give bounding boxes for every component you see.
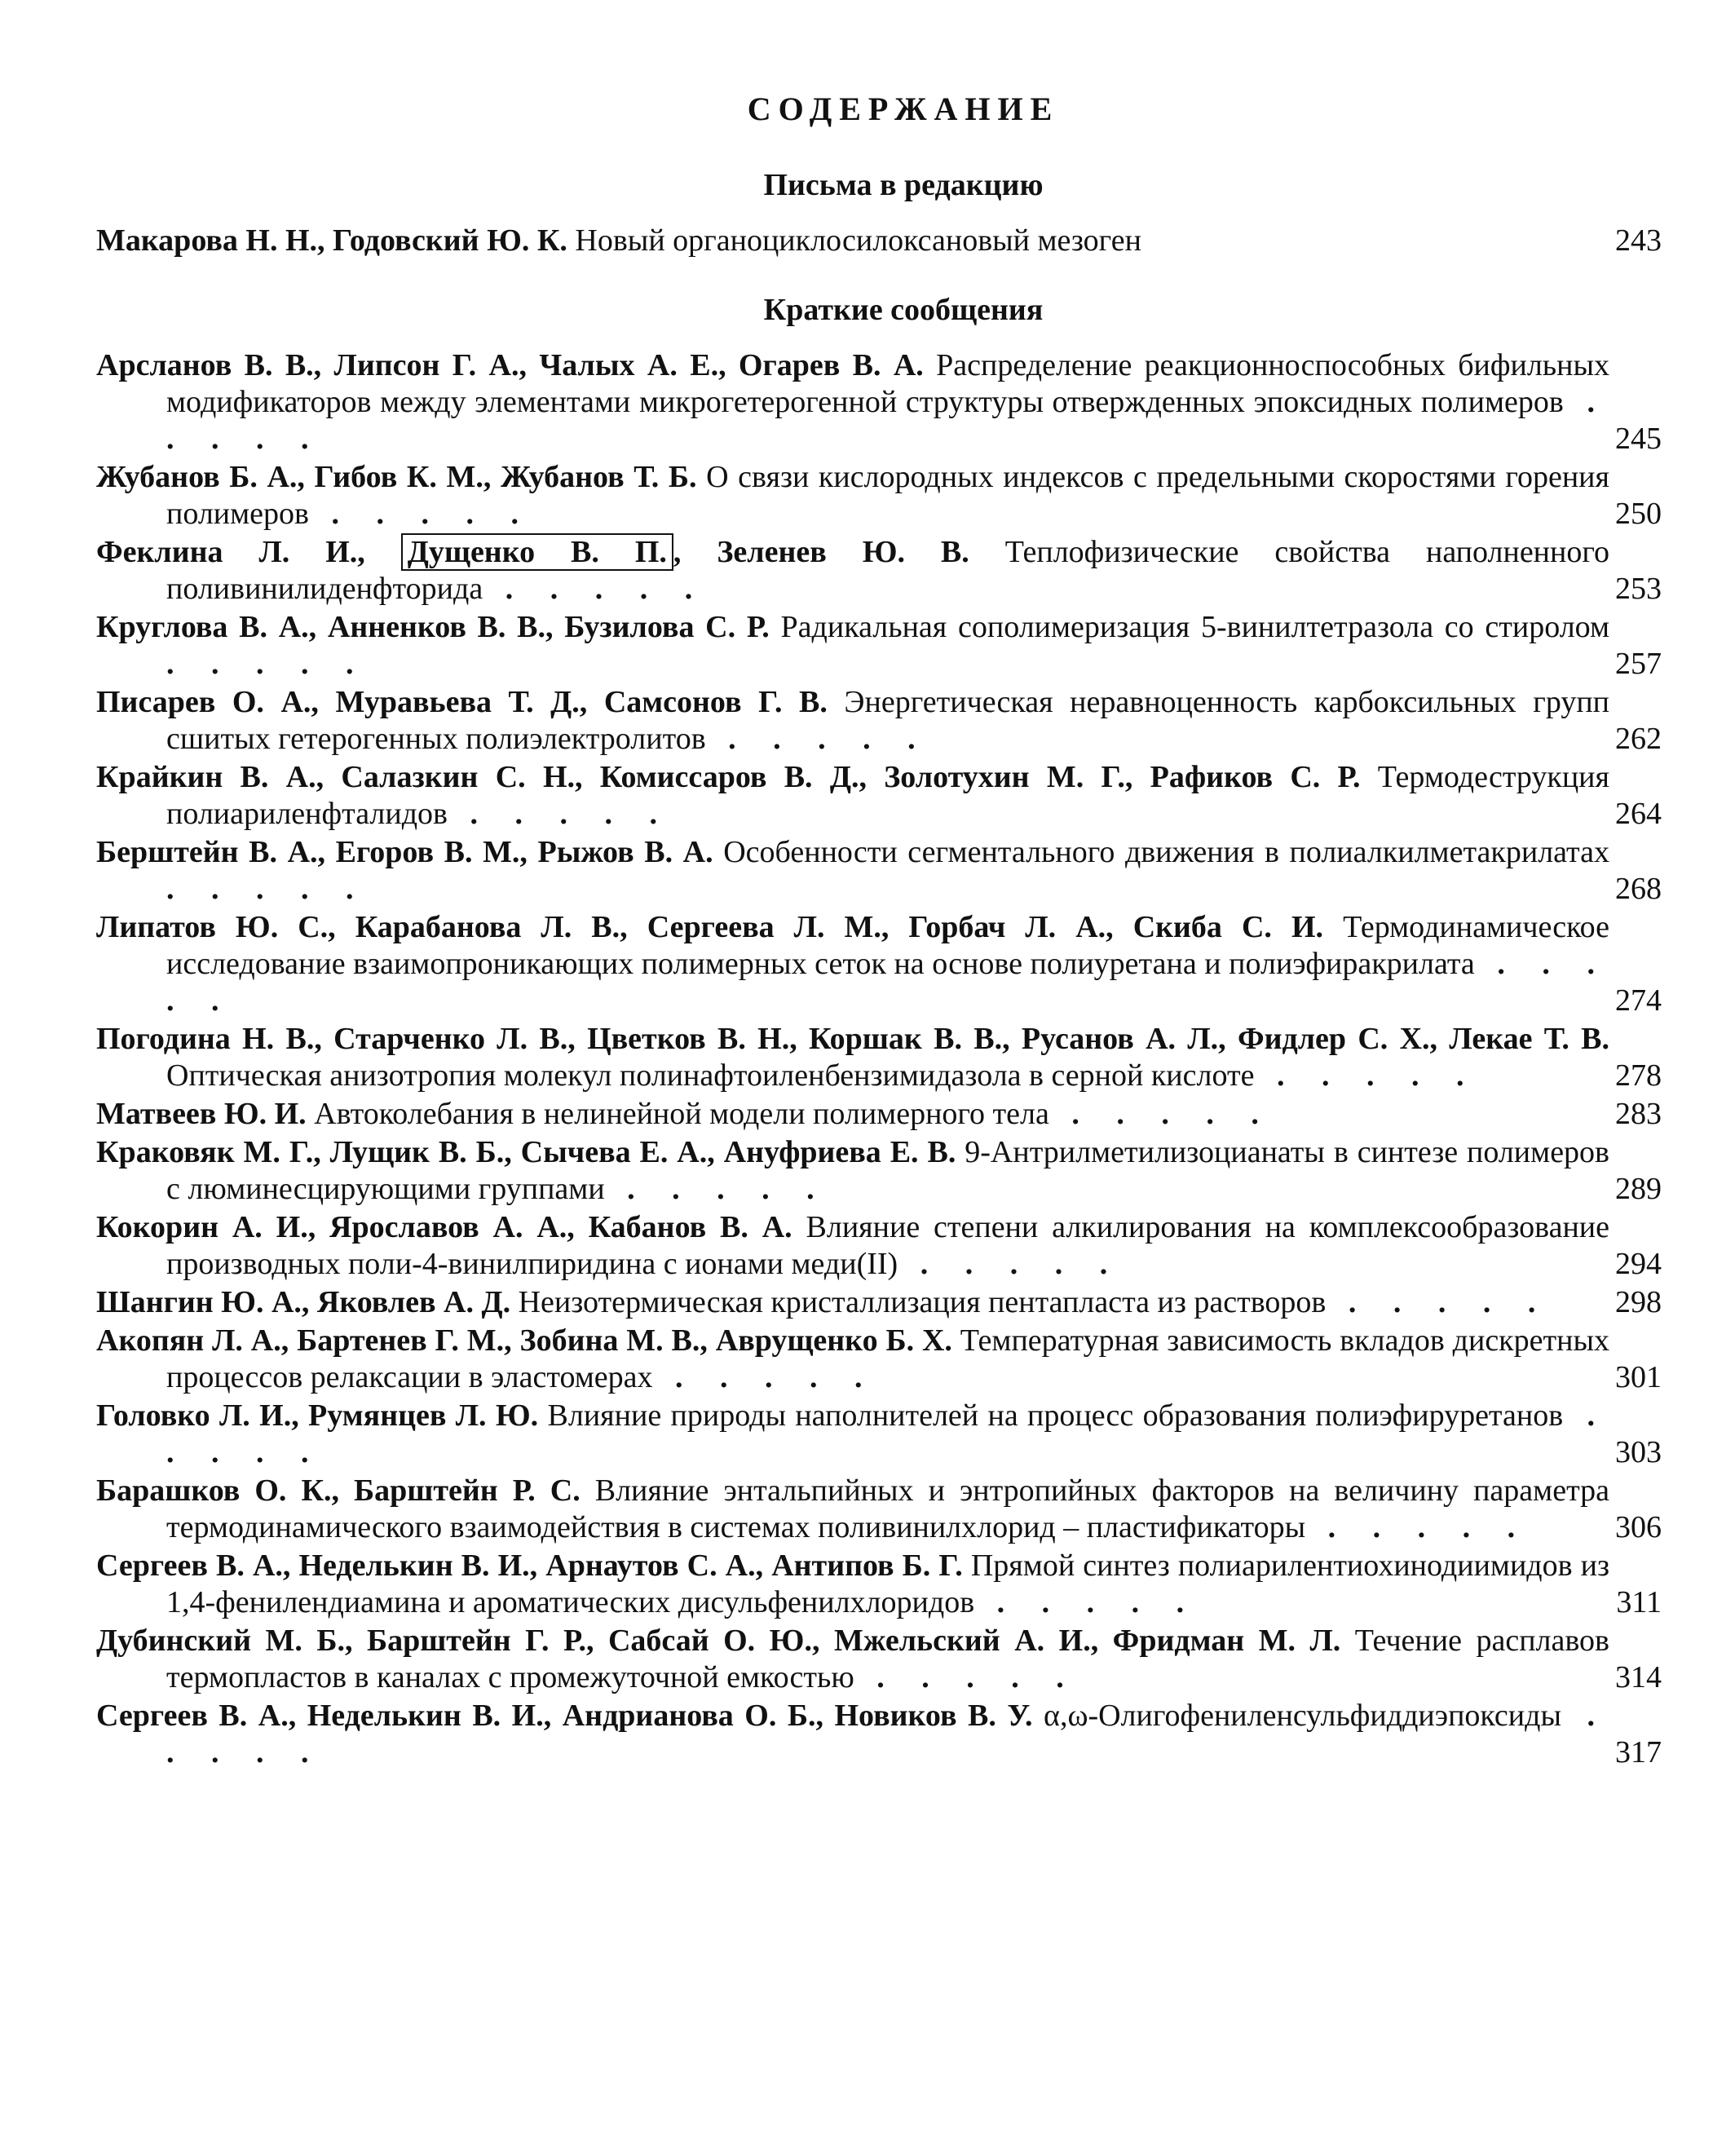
section-heading: Краткие сообщения [763,293,1044,327]
toc-entry[interactable] [96,684,1662,758]
leader-dots: . . . . . [166,947,1610,1018]
leader-dots: . . . . . [1254,1058,1479,1093]
entry-page-number: 250 [1615,497,1662,531]
entry-authors: Сергеев В. А., Неделькин В. И., Арнаутов С. А., Антипов Б. Г. [96,1549,963,1583]
entry-authors: Сергеев В. А., Неделькин В. И., Андрианова О. Б., Новиков В. У. [96,1699,1033,1733]
leader-dots: . . . . . [166,1398,1610,1469]
entry-authors: Головко Л. И., Румянцев Л. Ю. [96,1398,539,1433]
toc-entry-text [96,759,1609,833]
entry-title: Термодеструкция полиариленфталидов [166,760,1609,831]
entry-title: Прямой синтез полиарилентиохинодиимидов из 1,4-фенилендиамина и ароматических дисульфенилхлоридов [166,1549,1610,1619]
entry-title: О связи кислородных индексов с предельными скоростями горения полимеров [166,460,1609,531]
entry-page-number: 278 [1615,1058,1662,1093]
toc-entry[interactable] [96,1623,1662,1696]
entry-page-number: 268 [1615,872,1662,906]
toc-entry[interactable] [96,1698,1662,1771]
entry-authors: Берштейн В. А., Егоров В. М., Рыжов В. А. [96,835,713,869]
toc-entry-text [96,909,1609,1019]
entry-authors: Феклина Л. И., [96,535,401,569]
toc-entry-text [96,459,1609,532]
entry-authors: Акопян Л. А., Бартенев Г. М., Зобина М. В., Аврущенко Б. Х. [96,1323,952,1358]
page-title: СОДЕРЖАНИЕ [747,91,1060,127]
entry-title: 9-Антрилметилизоцианаты в синтезе полимеров с люминесцирующими группами [166,1135,1610,1206]
contents-sections [96,167,1662,1771]
leader-dots: . . . . . [974,1585,1199,1619]
leader-dots: . . . . . [166,647,369,681]
toc-entry-text [96,347,1609,457]
leader-dots: . . . . . [898,1247,1123,1281]
entry-authors: Погодина Н. В., Старченко Л. В., Цветков В. Н., Коршак В. В., Русанов А. Л., Фидлер С. Х., Лекае Т. В. [96,1022,1609,1056]
entry-authors: Макарова Н. Н., Годовский Ю. К. [96,223,567,258]
entry-title: Новый органоциклосилоксановый мезоген [575,223,1141,258]
contents-section [96,292,1662,1771]
entry-title: Автоколебания в нелинейной модели полимерного тела [314,1097,1049,1131]
leader-dots: . . . . . [166,1699,1610,1769]
toc-entry-text [96,1323,1609,1396]
deceased-author-box: Дущенко В. П. [401,533,673,571]
leader-dots: . . . . . [309,497,533,531]
entry-title: Распределение реакционноспособных бифильных модификаторов между элементами микрогетерогенной структуры отвержденных эпоксидных полимеров [166,348,1609,419]
contents-page [96,90,1662,1804]
entry-authors: Крайкин В. А., Салазкин С. Н., Комиссаров В. Д., Золотухин М. Г., Рафиков С. Р. [96,760,1361,794]
entry-page-number: 264 [1615,797,1662,831]
toc-entry[interactable] [96,1398,1662,1471]
toc-entry-text [96,834,1609,908]
leader-dots: . . . . . [1305,1510,1530,1544]
leader-dots: . . . . . [604,1172,829,1206]
entry-title: Энергетическая неравноценность карбоксильных групп сшитых гетерогенных полиэлектролитов [166,685,1609,756]
entry-page-number: 283 [1615,1097,1662,1131]
leader-dots: . . . . . [652,1360,877,1394]
leader-dots: . . . . . [447,797,672,831]
toc-entry[interactable] [96,459,1662,532]
entry-page-number: 311 [1616,1585,1662,1619]
toc-entry[interactable] [96,1209,1662,1283]
entry-page-number: 274 [1615,983,1662,1018]
toc-entry[interactable] [96,347,1662,457]
toc-entry[interactable] [96,1284,1662,1321]
toc-entry-text [96,1021,1609,1094]
toc-entry-text [96,1548,1609,1621]
entry-title: Влияние природы наполнителей на процесс образования полиэфируретанов [547,1398,1564,1433]
leader-dots: . . . . . [166,385,1610,456]
toc-entry[interactable] [96,1021,1662,1094]
entry-title: Течение расплавов термопластов в каналах с промежуточной емкостью [166,1624,1609,1694]
entry-authors: Кокорин А. И., Ярославов А. А., Кабанов В. А. [96,1210,792,1244]
entry-page-number: 294 [1615,1247,1662,1281]
toc-entry-text [96,1623,1609,1696]
entry-title: Влияние степени алкилирования на комплексообразование производных поли-4-винилпиридина с ионами меди(II) [166,1210,1610,1281]
contents-section [96,167,1662,259]
leader-dots: . . . . . [1049,1097,1274,1131]
toc-entry-text [96,1398,1609,1471]
toc-entry[interactable] [96,759,1662,833]
toc-entry[interactable] [96,1473,1662,1546]
entry-title: Влияние энтальпийных и энтропийных факторов на величину параметра термодинамического взаимодействия в системах поливинилхлорид – пластификаторы [166,1473,1610,1544]
entry-authors: Дубинский М. Б., Барштейн Г. Р., Сабсай О. Ю., Мжельский А. И., Фридман М. Л. [96,1624,1341,1658]
entry-page-number: 289 [1615,1172,1662,1206]
toc-entry-text [96,1134,1609,1208]
leader-dots: . . . . . [1326,1285,1551,1319]
entry-authors: Писарев О. А., Муравьева Т. Д., Самсонов Г. В. [96,685,828,719]
toc-entry-text [96,1473,1609,1546]
toc-entry[interactable] [96,1096,1662,1133]
entry-title: Теплофизические свойства наполненного поливинилиденфторида [166,535,1609,606]
toc-entry[interactable] [96,1134,1662,1208]
entry-page-number: 314 [1615,1660,1662,1694]
entry-authors: , Зеленев Ю. В. [673,535,969,569]
toc-entry-text [96,1284,1609,1321]
entry-page-number: 317 [1615,1735,1662,1769]
toc-entry-text [96,534,1609,607]
toc-entry-text [96,1209,1609,1283]
toc-entry[interactable] [96,909,1662,1019]
section-heading: Письма в редакцию [763,168,1044,202]
entry-authors: Липатов Ю. С., Карабанова Л. В., Сергеева Л. М., Горбач Л. А., Скиба С. И. [96,910,1324,944]
toc-entry[interactable] [96,1548,1662,1621]
leader-dots: . . . . . [705,722,930,756]
entry-title: Неизотермическая кристаллизация пентапласта из растворов [518,1285,1327,1319]
entry-title: Термодинамическое исследование взаимопроникающих полимерных сеток на основе полиуретана и полиэфиракрилата [166,910,1609,981]
entry-title: Температурная зависимость вкладов дискретных процессов релаксации в эластомерах [166,1323,1609,1394]
entry-title: α,ω-Олигофениленсульфиддиэпоксиды [1044,1699,1561,1733]
toc-entry[interactable] [96,534,1662,607]
entry-page-number: 253 [1615,572,1662,606]
toc-entry-text [96,223,1609,259]
entry-authors: Шангин Ю. А., Яковлев А. Д. [96,1285,511,1319]
entry-page-number: 298 [1615,1285,1662,1319]
leader-dots: . . . . . [854,1660,1079,1694]
toc-entry[interactable] [96,609,1662,683]
entry-page-number: 257 [1615,647,1662,681]
toc-entry-text [96,684,1609,758]
entry-title: Особенности сегментального движения в полиалкилметакрилатах [723,835,1609,869]
entry-authors: Арсланов В. В., Липсон Г. А., Чалых А. Е., Огарев В. А. [96,348,924,382]
leader-dots: . . . . . [166,872,369,906]
entry-authors: Краковяк М. Г., Лущик В. Б., Сычева Е. А., Ануфриева Е. В. [96,1135,956,1169]
toc-entry[interactable] [96,834,1662,908]
entry-page-number: 303 [1615,1435,1662,1469]
toc-entry[interactable] [96,1323,1662,1396]
entry-authors: Барашков О. К., Барштейн Р. С. [96,1473,581,1508]
entry-page-number: 262 [1615,722,1662,756]
entry-authors: Круглова В. А., Анненков В. В., Бузилова С. Р. [96,610,770,644]
toc-entry[interactable] [96,223,1662,259]
entry-title: Радикальная сополимеризация 5-винилтетразола со стиролом [780,610,1609,644]
entry-authors: Матвеев Ю. И. [96,1097,307,1131]
entry-page-number: 243 [1615,223,1662,258]
toc-entry-text [96,609,1609,683]
toc-entry-text [96,1096,1609,1133]
entry-title: Оптическая анизотропия молекул полинафтоиленбензимидазола в серной кислоте [166,1058,1255,1093]
toc-entry-text [96,1698,1609,1771]
entry-page-number: 245 [1615,422,1662,456]
entry-authors: Жубанов Б. А., Гибов К. М., Жубанов Т. Б. [96,460,697,494]
leader-dots: . . . . . [483,572,708,606]
entry-page-number: 306 [1615,1510,1662,1544]
entry-page-number: 301 [1615,1360,1662,1394]
